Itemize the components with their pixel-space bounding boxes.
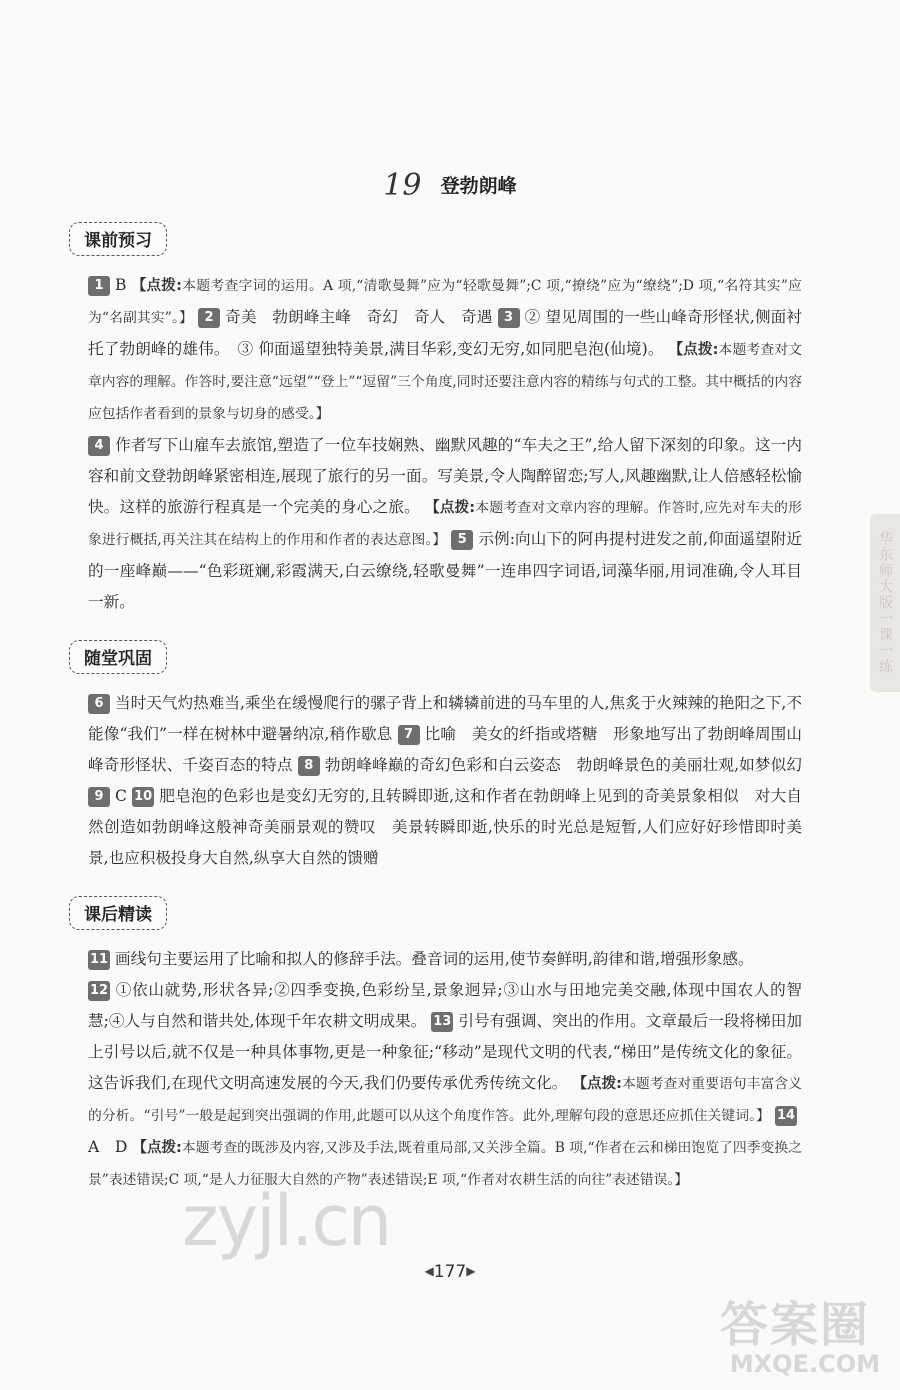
answer-text: 画线句主要运用了比喻和拟人的修辞手法。叠音词的运用,使节奏鲜明,韵律和谐,增强形象感。 [115,950,754,968]
answer-paragraph [88,975,802,1196]
question-number: 1 [88,276,110,296]
page-arrow-left-icon: ◀ [424,1264,434,1278]
answer-paragraph [88,270,802,430]
watermark-logo [720,1297,890,1380]
hint-label: 【点拨: [572,1076,622,1092]
answer-paragraph [88,430,802,618]
page-number-row [0,1262,900,1282]
section-label-preview: 课前预习 [69,222,167,256]
lesson-number: 19 [383,168,422,203]
question-number: 13 [431,1012,453,1032]
answer-text: 当时天气灼热难当,乘坐在缓慢爬行的骡子背上和辚辚前进的马车里的人,焦炙于火辣辣的艳阳之下,不能像“我们”一样在树林中避暑纳凉,稍作歇息 [88,694,802,743]
answer-text: 奇美 勃朗峰主峰 奇幻 奇人 奇遇 [225,308,498,326]
watermark-text: zyjl.cn [182,1180,391,1262]
question-number: 10 [132,787,154,807]
answer-text: A D [88,1138,133,1156]
hint-label: 【点拨: [132,1140,182,1156]
section-label-practice: 随堂巩固 [69,640,167,674]
answer-paragraph [88,688,802,874]
hint-body: 本题考查对文章内容的理解。作答时,应先对车夫的形象进行概括,再关注其在结构上的作用和作者的表达意图。】 [88,500,802,548]
hint-body: 本题考查对文章内容的理解。作答时,要注意“远望”“登上”“逗留”三个角度,同时还要注意内容的精练与句式的工整。其中概括的内容应包括作者看到的景象与切身的感受。】 [88,342,802,422]
hint-label: 【点拨: [425,500,476,516]
hint-body: 本题考查对重要语句丰富含义的分析。“引号”一般是起到突出强调的作用,此题可以从这个角度作答。此外,理解句段的意思还应抓住关键词。】 [88,1076,802,1124]
question-number: 3 [498,308,520,328]
section-label-reading: 课后精读 [69,896,167,930]
answer-paragraph [88,944,802,975]
watermark-logo-domain: MXQE.COM [729,1350,880,1378]
hint-label: 【点拨: [131,278,182,294]
answer-text: 作者写下山雇车去旅馆,塑造了一位车技娴熟、幽默风趣的“车夫之王”,给人留下深刻的印象。这一内容和前文登勃朗峰紧密相连,展现了旅行的另一面。写美景,令人陶醉留恋;写人,风趣幽默,让人倍感轻松愉快。这样的旅游行程真是一个完美的身心之旅。 [88,436,802,516]
answer-text: ② 望见周围的一些山峰奇形怪状,侧面衬托了勃朗峰的雄伟。 ③ 仰面遥望独特美景,满目华彩,变幻无穷,如同肥皂泡(仙境)。 [88,308,802,358]
side-tab: 华东师大版一课一练 [870,514,900,692]
section-preview-answers [88,270,802,618]
answer-text: 比喻 美女的纤指或塔糖 形象地写出了勃朗峰周围山峰奇形怪状、千姿百态的特点 [88,725,802,774]
question-number: 9 [88,787,110,807]
section-reading-answers [88,944,802,1196]
lesson-title: 登勃朗峰 [440,175,517,197]
hint-body: 本题考查的既涉及内容,又涉及手法,既着重局部,又关涉全篇。B 项,“作者在云和梯田饱览了四季变换之景”表述错误;C 项,“是人力征服大自然的产物”表述错误;E 项,“作者对农耕生活的向往”表述错误。】 [88,1140,802,1188]
watermark-logo-text: 答案圈 [720,1297,871,1353]
question-number: 5 [451,530,473,550]
question-number: 7 [398,725,420,745]
answer-text: 示例:向山下的阿冉提村进发之前,仰面遥望附近的一座峰巅——“色彩斑斓,彩霞满天,白云缭绕,轻歌曼舞”一连串四字词语,词藻华丽,用词准确,令人耳目一新。 [88,530,803,611]
page-number: 177 [433,1262,467,1282]
question-number: 6 [88,694,110,714]
answer-text: 勃朗峰峰巅的奇幻色彩和白云姿态 勃朗峰景色的美丽壮观,如梦似幻 [324,756,802,774]
hint-body: 本题考查字词的运用。A 项,“清歌曼舞”应为“轻歌曼舞”;C 项,“撩绕”应为“缭绕”;D 项,“名符其实”应为“名副其实”。】 [88,278,802,326]
hint-label: 【点拨: [668,342,719,358]
question-number: 4 [88,436,110,456]
question-number: 12 [88,981,110,1001]
section-practice-answers [88,688,802,874]
question-number: 8 [298,756,320,776]
question-number: 11 [88,950,110,970]
answer-text: ①依山就势,形状各异;②四季变换,色彩纷呈,景象迥异;③山水与田地完美交融,体现中国农人的智慧;④人与自然和谐共处,体现千年农耕文明成果。 [88,981,802,1030]
question-number: 14 [775,1106,797,1126]
lesson-title-row [0,168,900,203]
answer-text: C [115,787,133,805]
answer-text: 引号有强调、突出的作用。文章最后一段将梯田加上引号以后,就不仅是一种具体事物,更是一种象征;“移动”是现代文明的代表,“梯田”是传统文化的象征。这告诉我们,在现代文明高速发展的今天,我们仍要传承优秀传统文化。 [88,1012,802,1092]
question-number: 2 [198,308,220,328]
answer-text: B [115,276,132,294]
page-arrow-right-icon: ▶ [466,1264,476,1278]
answer-text: 肥皂泡的色彩也是变幻无穷的,且转瞬即逝,这和作者在勃朗峰上见到的奇美景象相似 对大自然创造如勃朗峰这般神奇美丽景观的赞叹 美景转瞬即逝,快乐的时光总是短暂,人们应好好珍惜即时美景,也应积极投身大自然,纵享大自然的馈赠 [88,787,802,867]
